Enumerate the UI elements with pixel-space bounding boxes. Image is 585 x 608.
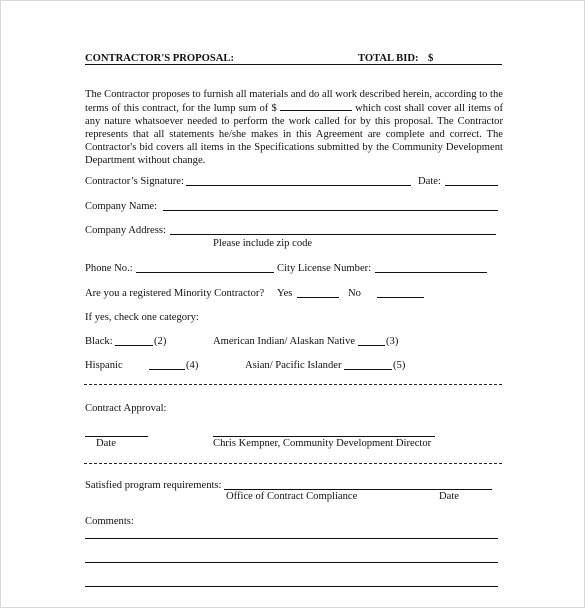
lump-sum-blank[interactable] — [280, 102, 352, 111]
contract-approval-label: Contract Approval: — [85, 403, 167, 414]
header-rule — [85, 64, 502, 65]
black-field[interactable] — [115, 345, 153, 346]
hispanic-label: Hispanic — [85, 360, 123, 371]
city-license-field[interactable] — [375, 272, 487, 273]
contract-paragraph — [85, 89, 503, 167]
phone-field[interactable] — [136, 272, 274, 273]
company-address-label: Company Address: — [85, 225, 166, 236]
requirements-date-label: Date — [439, 491, 459, 502]
minority-question: Are you a registered Minority Contractor? — [85, 288, 265, 299]
section-divider-2 — [84, 463, 502, 464]
black-label: Black: — [85, 336, 113, 347]
approval-date-label: Date — [96, 438, 116, 449]
hispanic-code: (4) — [186, 360, 199, 371]
american-indian-code: (3) — [386, 336, 399, 347]
paragraph-part-2: which cost shall cover all items of any nature whatsoever needed to perform the work called for by this proposal. The Contractor represents that all statements he/she makes in this Agreement are complete and correct. The Contractor's bid covers all items in the Specifications submitted by the Community Development Department without change. — [85, 102, 503, 166]
signature-field[interactable] — [186, 185, 411, 186]
phone-label: Phone No.: — [85, 263, 133, 274]
asian-label: Asian/ Pacific Islander — [245, 360, 342, 371]
black-code: (2) — [154, 336, 167, 347]
section-divider-1 — [84, 384, 502, 385]
requirements-label: Satisfied program requirements: — [85, 480, 222, 491]
asian-field[interactable] — [344, 369, 392, 370]
comments-line-1[interactable] — [85, 538, 498, 539]
yes-field[interactable] — [297, 297, 339, 298]
office-label: Office of Contract Compliance — [226, 491, 358, 502]
total-bid-label: TOTAL BID: — [358, 53, 419, 64]
american-indian-label: American Indian/ Alaskan Native — [213, 336, 356, 347]
asian-code: (5) — [393, 360, 406, 371]
date-label: Date: — [418, 176, 441, 187]
if-yes-label: If yes, check one category: — [85, 312, 199, 323]
signature-label: Contractor’s Signature: — [85, 176, 184, 187]
yes-label: Yes — [277, 288, 293, 299]
total-bid-currency: $ — [428, 53, 434, 64]
date-field[interactable] — [445, 185, 498, 186]
approval-signer: Chris Kempner, Community Development Director — [213, 438, 432, 449]
proposal-heading: CONTRACTOR'S PROPOSAL: — [85, 53, 235, 64]
hispanic-field[interactable] — [149, 369, 185, 370]
no-field[interactable] — [377, 297, 424, 298]
paragraph-part-1: The Contractor proposes to furnish all materials and do all work described herein, according to the terms of this contract, for the lump sum of $ — [85, 89, 503, 114]
comments-line-3[interactable] — [85, 586, 498, 587]
approval-date-field[interactable] — [85, 436, 148, 437]
zip-note: Please include zip code — [213, 238, 313, 249]
no-label: No — [348, 288, 361, 299]
american-indian-field[interactable] — [358, 345, 385, 346]
company-name-field[interactable] — [163, 210, 498, 211]
comments-label: Comments: — [85, 516, 134, 527]
company-name-label: Company Name: — [85, 201, 158, 212]
comments-line-2[interactable] — [85, 562, 498, 563]
company-address-field[interactable] — [170, 234, 496, 235]
city-license-label: City License Number: — [277, 263, 372, 274]
